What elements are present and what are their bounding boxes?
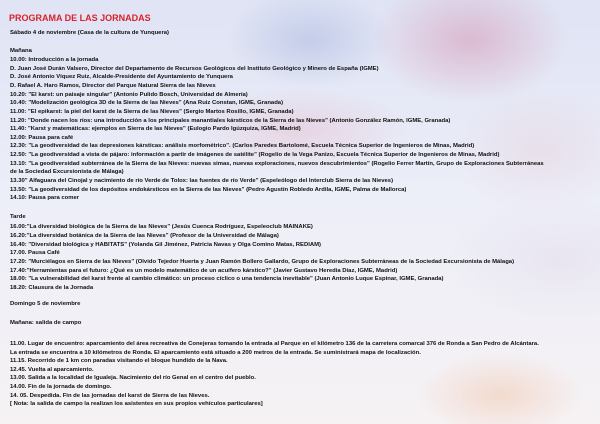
afternoon-item: 17.00. Pausa Café	[10, 250, 60, 256]
morning-item: 10.00: Introducción a la jornada	[10, 57, 99, 63]
morning-item: D. Juan José Durán Valsero, Director del Departamento de Recursos Geológicos del Instituto Geológico y Minero de España (IGME)	[10, 66, 379, 72]
sunday-item: 14. 05. Despedida. Fin de las jornadas del karst de Sierra de las Nieves.	[10, 393, 210, 399]
morning-item: D. Rafael A. Haro Ramos, Director del Parque Natural Sierra de las Nieves	[10, 83, 216, 89]
sunday-header: Mañana: salida de campo	[10, 320, 82, 326]
sunday-line: Domingo 5 de noviembre	[10, 301, 81, 307]
sunday-item: 12.45. Vuelta al aparcamiento.	[10, 367, 94, 373]
afternoon-item: 16.20:"La diversidad botánica de la Sierra de las Nieves" (Profesor de la Universidad de Málaga)	[10, 233, 279, 239]
morning-item: 12.30: "La geodiversidad de las depresiones kársticas: análisis morfométrico". (Carlos Paredes Bartolomé, Escuela Técnica Superior de Ingenieros de Minas, Madrid)	[10, 143, 475, 149]
morning-header: Mañana	[10, 48, 32, 54]
sunday-item: 14.00. Fin de la jornada de domingo.	[10, 384, 112, 390]
morning-item: 10.40: "Modelización geológica 3D de la Sierra de las Nieves" (Ana Ruiz Constan, IGME, Granada)	[10, 100, 284, 106]
morning-item: 14.10: Pausa para comer	[10, 195, 80, 201]
morning-item: 12.00: Pausa para café	[10, 135, 74, 141]
afternoon-item: 18.00: "La vulnerabilidad del karst frente al cambio climático: un proceso cíclico o una tendencia inevitable" (Juan Antonio Luque Espinar, IGME, Granada)	[10, 276, 444, 282]
sunday-item: 11.00. Lugar de encuentro: aparcamiento del área recreativa de Conejeras tomando la entrada al Parque en el kilómetro 136 de la carretera comarcal 376 de Ronda a San Pedro de Alcántara.	[10, 341, 539, 347]
morning-item: de la Sociedad Excursionista de Málaga)	[10, 169, 124, 175]
morning-item: 13.30" Alfaguara del Cinojal y nacimiento de río Verde de Tolox: las fuentes de río Verde" (Espeleólogo del Interclub Sierra de las Nieves)	[10, 178, 394, 184]
morning-item: 13.10: "La geodiversidad subterránea de la Sierra de las Nieves: nuevas simas, nuevas exploraciones, nuevos descubrimientos" (Rogelio Ferrer Martín, Grupo de Exploraciones Subterráneas	[10, 161, 544, 167]
afternoon-item: 16.00:"La diversidad biológica de la Sierra de las Nieves" (Jesús Cuenca Rodríguez, Espeleoclub MAINAKE)	[10, 224, 313, 230]
afternoon-item: 16.40: "Diversidad biológica y HABITATS" (Yolanda Gil Jiménez, Patricia Navas y Olga Comino Matas, REDIAM)	[10, 242, 321, 248]
morning-item: D. José Antonio Víquez Ruiz, Alcalde-Presidente del Ayuntamiento de Yunquera	[10, 74, 233, 80]
date-line: Sábado 4 de noviembre (Casa de la cultura de Yunquera)	[10, 30, 169, 36]
sunday-item: 11.15. Recorrido de 1 km con paradas visitando el bloque hundido de la Nava.	[10, 358, 228, 364]
afternoon-item: 17.40:"Herramientas para el futuro: ¿Qué es un modelo matemático de un acuífero kárstico?" (Javier Gustavo Heredia Díaz, IGME, Madrid)	[10, 268, 398, 274]
morning-item: 11.20: "Donde nacen los ríos: una introducción a los principales manantiales kársticos de la Sierra de las Nieves" (Antonio González Ramón, IGME, Granada)	[10, 118, 451, 124]
afternoon-item: 17.20: "Murciélagos en Sierra de las Nieves" (Olvido Tejedor Huerta y Juan Ramón Bollero Gallardo, Grupo de Exploraciones Subterráneas de la Sociedad Excursionista de Málaga)	[10, 259, 515, 265]
program-title: PROGRAMA DE LAS JORNADAS	[9, 13, 151, 23]
sunday-item: 13.00. Salida a la localidad de Igualeja. Nacimiento del río Genal en el centro del pueblo.	[10, 375, 256, 381]
morning-item: 11.40: "Karst y matemáticas: ejemplos en Sierra de las Nieves" (Eulogio Pardo Igúzquiza, IGME, Madrid)	[10, 126, 301, 132]
morning-item: 11.00: "El epikarst: la piel del karst de la Sierra de las Nieves" (Sergio Martos Rosillo, IGME, Granada)	[10, 109, 294, 115]
sunday-note: [ Nota: la salida de campo la realizan los asistentes en sus propios vehículos particulares]	[10, 401, 263, 407]
sunday-item: La entrada se encuentra a 10 kilómetros de Ronda. El aparcamiento está situado a 200 metros de la entrada. Se suministrará mapa de localización.	[10, 350, 421, 356]
morning-item: 10.20: "El karst: un paisaje singular" (Antonio Pulido Bosch, Universidad de Almería)	[10, 92, 248, 98]
morning-item: 13.50: "La geodiversidad de los depósitos endokársticos en la Sierra de las Nieves" (Pedro Agustín Robledo Ardila, IGME, Palma de Mallorca)	[10, 187, 407, 193]
afternoon-header: Tarde	[10, 214, 26, 220]
afternoon-item: 18.20: Clausura de la Jornada	[10, 285, 94, 291]
morning-item: 12.50: "La geodiversidad a vista de pájaro: información a partir de imágenes de satélite" (Rogelio de la Vega Panizo, Escuela Técnica Superior de Ingenieros de Minas, Madrid)	[10, 152, 500, 158]
